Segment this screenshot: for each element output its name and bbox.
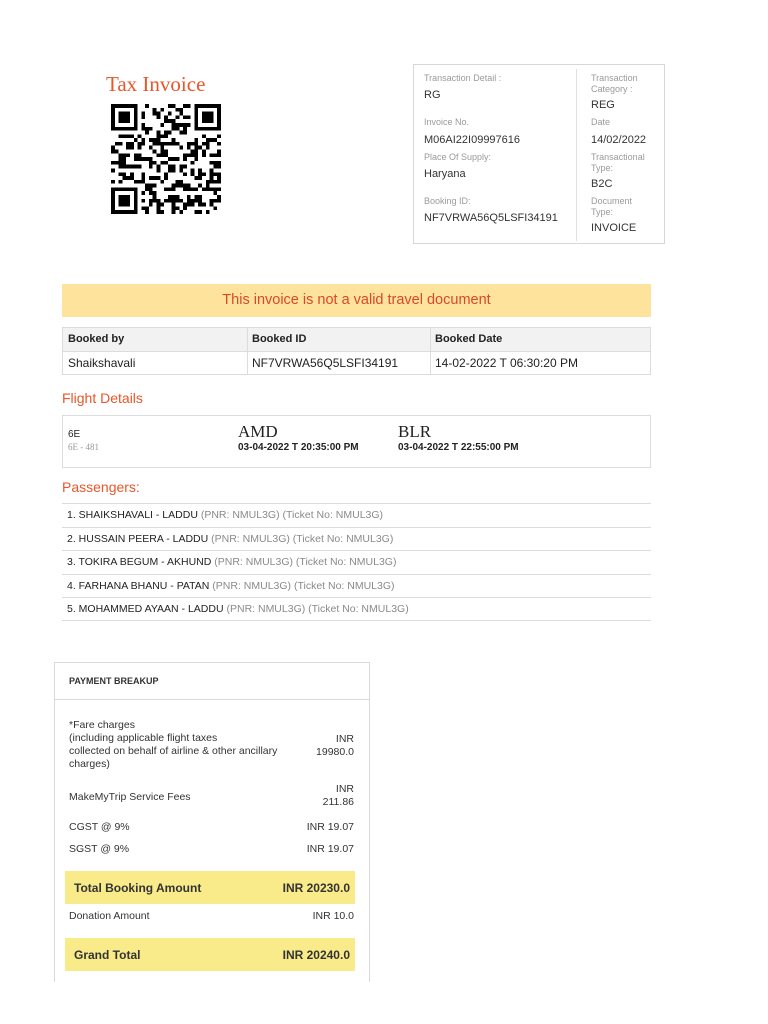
booked-id-value: NF7VRWA56Q5LSFI34191 (252, 356, 399, 370)
passenger-list (62, 503, 651, 621)
passenger-pnr: (PNR: NMUL3G) (Ticket No: NMUL3G) (211, 556, 397, 568)
invoice-no-value: M06AI22I09997616 (424, 134, 521, 146)
passenger-name: 3. TOKIRA BEGUM - AKHUND (67, 556, 212, 568)
transaction-detail-label: Transaction Detail : (424, 73, 502, 83)
flight-details-heading: Flight Details (62, 390, 143, 406)
destination-city: BLR (398, 422, 432, 441)
passenger-name: 5. MOHAMMED AYAAN - LADDU (67, 603, 224, 615)
transaction-category-label (591, 73, 638, 95)
place-of-supply-value: Haryana (424, 168, 466, 180)
document-type-label-line1: Document (591, 196, 633, 206)
transactional-type-label-line1: Transactional (591, 152, 645, 162)
fare-charges-line4: charges) (69, 758, 110, 770)
passenger-pnr: (PNR: NMUL3G) (Ticket No: NMUL3G) (223, 603, 409, 615)
booked-date-value: 14-02-2022 T 06:30:20 PM (435, 356, 578, 370)
total-booking-amount-row (65, 871, 355, 904)
date-label: Date (591, 117, 611, 127)
invalid-document-banner: This invoice is not a valid travel document (62, 284, 651, 317)
payment-breakup-header (55, 663, 369, 700)
sgst-label: SGST @ 9% (69, 843, 130, 855)
transactional-type-label (591, 152, 645, 174)
passenger-row (62, 550, 651, 574)
passengers-heading: Passengers: (62, 479, 140, 495)
fare-charges-line3: collected on behalf of airline & other ancillary (69, 745, 278, 757)
passenger-name: 2. HUSSAIN PEERA - LADDU (67, 532, 209, 545)
passenger-name: 1. SHAIKSHAVALI - LADDU (67, 509, 198, 521)
grand-total-label: Grand Total (74, 948, 141, 962)
total-booking-amount-label: Total Booking Amount (74, 881, 202, 895)
transactional-type-value: B2C (591, 178, 613, 190)
transaction-category-label-line2: Category : (591, 84, 633, 94)
transactional-type-label-line2: Type: (591, 163, 614, 173)
payment-breakup-title: PAYMENT BREAKUP (69, 676, 159, 686)
booked-date-header: Booked Date (435, 333, 503, 345)
booking-id-label: Booking ID: (424, 196, 471, 206)
passenger-row (62, 597, 651, 621)
passenger-pnr: (PNR: NMUL3G) (Ticket No: NMUL3G) (208, 532, 394, 545)
fare-charges-line2: (including applicable flight taxes (69, 732, 218, 744)
payment-breakup-card (54, 662, 370, 982)
transaction-category-label-line1: Transaction (591, 73, 638, 83)
passenger-name: 4. FARHANA BHANU - PATAN (67, 579, 210, 592)
booking-table (62, 327, 651, 375)
service-fees-label: MakeMyTrip Service Fees (69, 791, 191, 803)
booked-id-header: Booked ID (252, 333, 307, 345)
booked-by-value: Shaikshavali (68, 356, 136, 370)
document-type-label (591, 196, 632, 218)
page-title: Tax Invoice (106, 72, 206, 96)
booking-table-header (63, 328, 650, 352)
sgst-value: INR 19.07 (306, 843, 354, 855)
transaction-category-value: REG (591, 99, 615, 111)
booked-by-header: Booked by (68, 333, 125, 345)
booking-id-value: NF7VRWA56Q5LSFI34191 (424, 212, 558, 224)
passenger-row (62, 503, 651, 527)
airline-code: 6E (68, 429, 81, 440)
fare-charges-value (316, 733, 354, 759)
cgst-label: CGST @ 9% (69, 821, 130, 833)
service-currency: INR (335, 783, 354, 795)
origin-time: 03-04-2022 T 20:35:00 PM (238, 442, 359, 453)
flight-card (62, 415, 651, 468)
grand-total-row (65, 938, 355, 971)
date-value: 14/02/2022 (591, 134, 647, 146)
document-type-value: INVOICE (591, 222, 637, 234)
service-amount: 211.86 (322, 796, 354, 808)
donation-amount-value: INR 10.0 (312, 910, 354, 922)
transaction-detail-value: RG (424, 89, 441, 101)
fare-amount: 19980.0 (316, 746, 354, 758)
service-fees-value (323, 783, 354, 809)
origin-city: AMD (238, 422, 278, 441)
passenger-pnr: (PNR: NMUL3G) (Ticket No: NMUL3G) (209, 579, 395, 592)
transaction-details-box (413, 64, 665, 244)
fare-currency: INR (335, 733, 354, 745)
fare-charges-line1: *Fare charges (69, 719, 135, 731)
fare-charges-label (69, 719, 277, 771)
invoice-no-label: Invoice No. (424, 117, 470, 127)
donation-amount-label: Donation Amount (69, 910, 150, 922)
flight-number: 6E - 481 (68, 442, 99, 452)
cgst-value: INR 19.07 (306, 821, 354, 833)
qr-code (111, 103, 221, 215)
passenger-pnr: (PNR: NMUL3G) (Ticket No: NMUL3G) (197, 509, 384, 521)
grand-total-value: INR 20240.0 (282, 948, 350, 962)
document-type-label-line2: Type: (591, 207, 614, 217)
passenger-row (62, 574, 651, 598)
passenger-row (62, 527, 651, 551)
destination-time: 03-04-2022 T 22:55:00 PM (398, 442, 519, 453)
total-booking-amount-value: INR 20230.0 (282, 881, 350, 895)
place-of-supply-label: Place Of Supply: (424, 152, 492, 162)
